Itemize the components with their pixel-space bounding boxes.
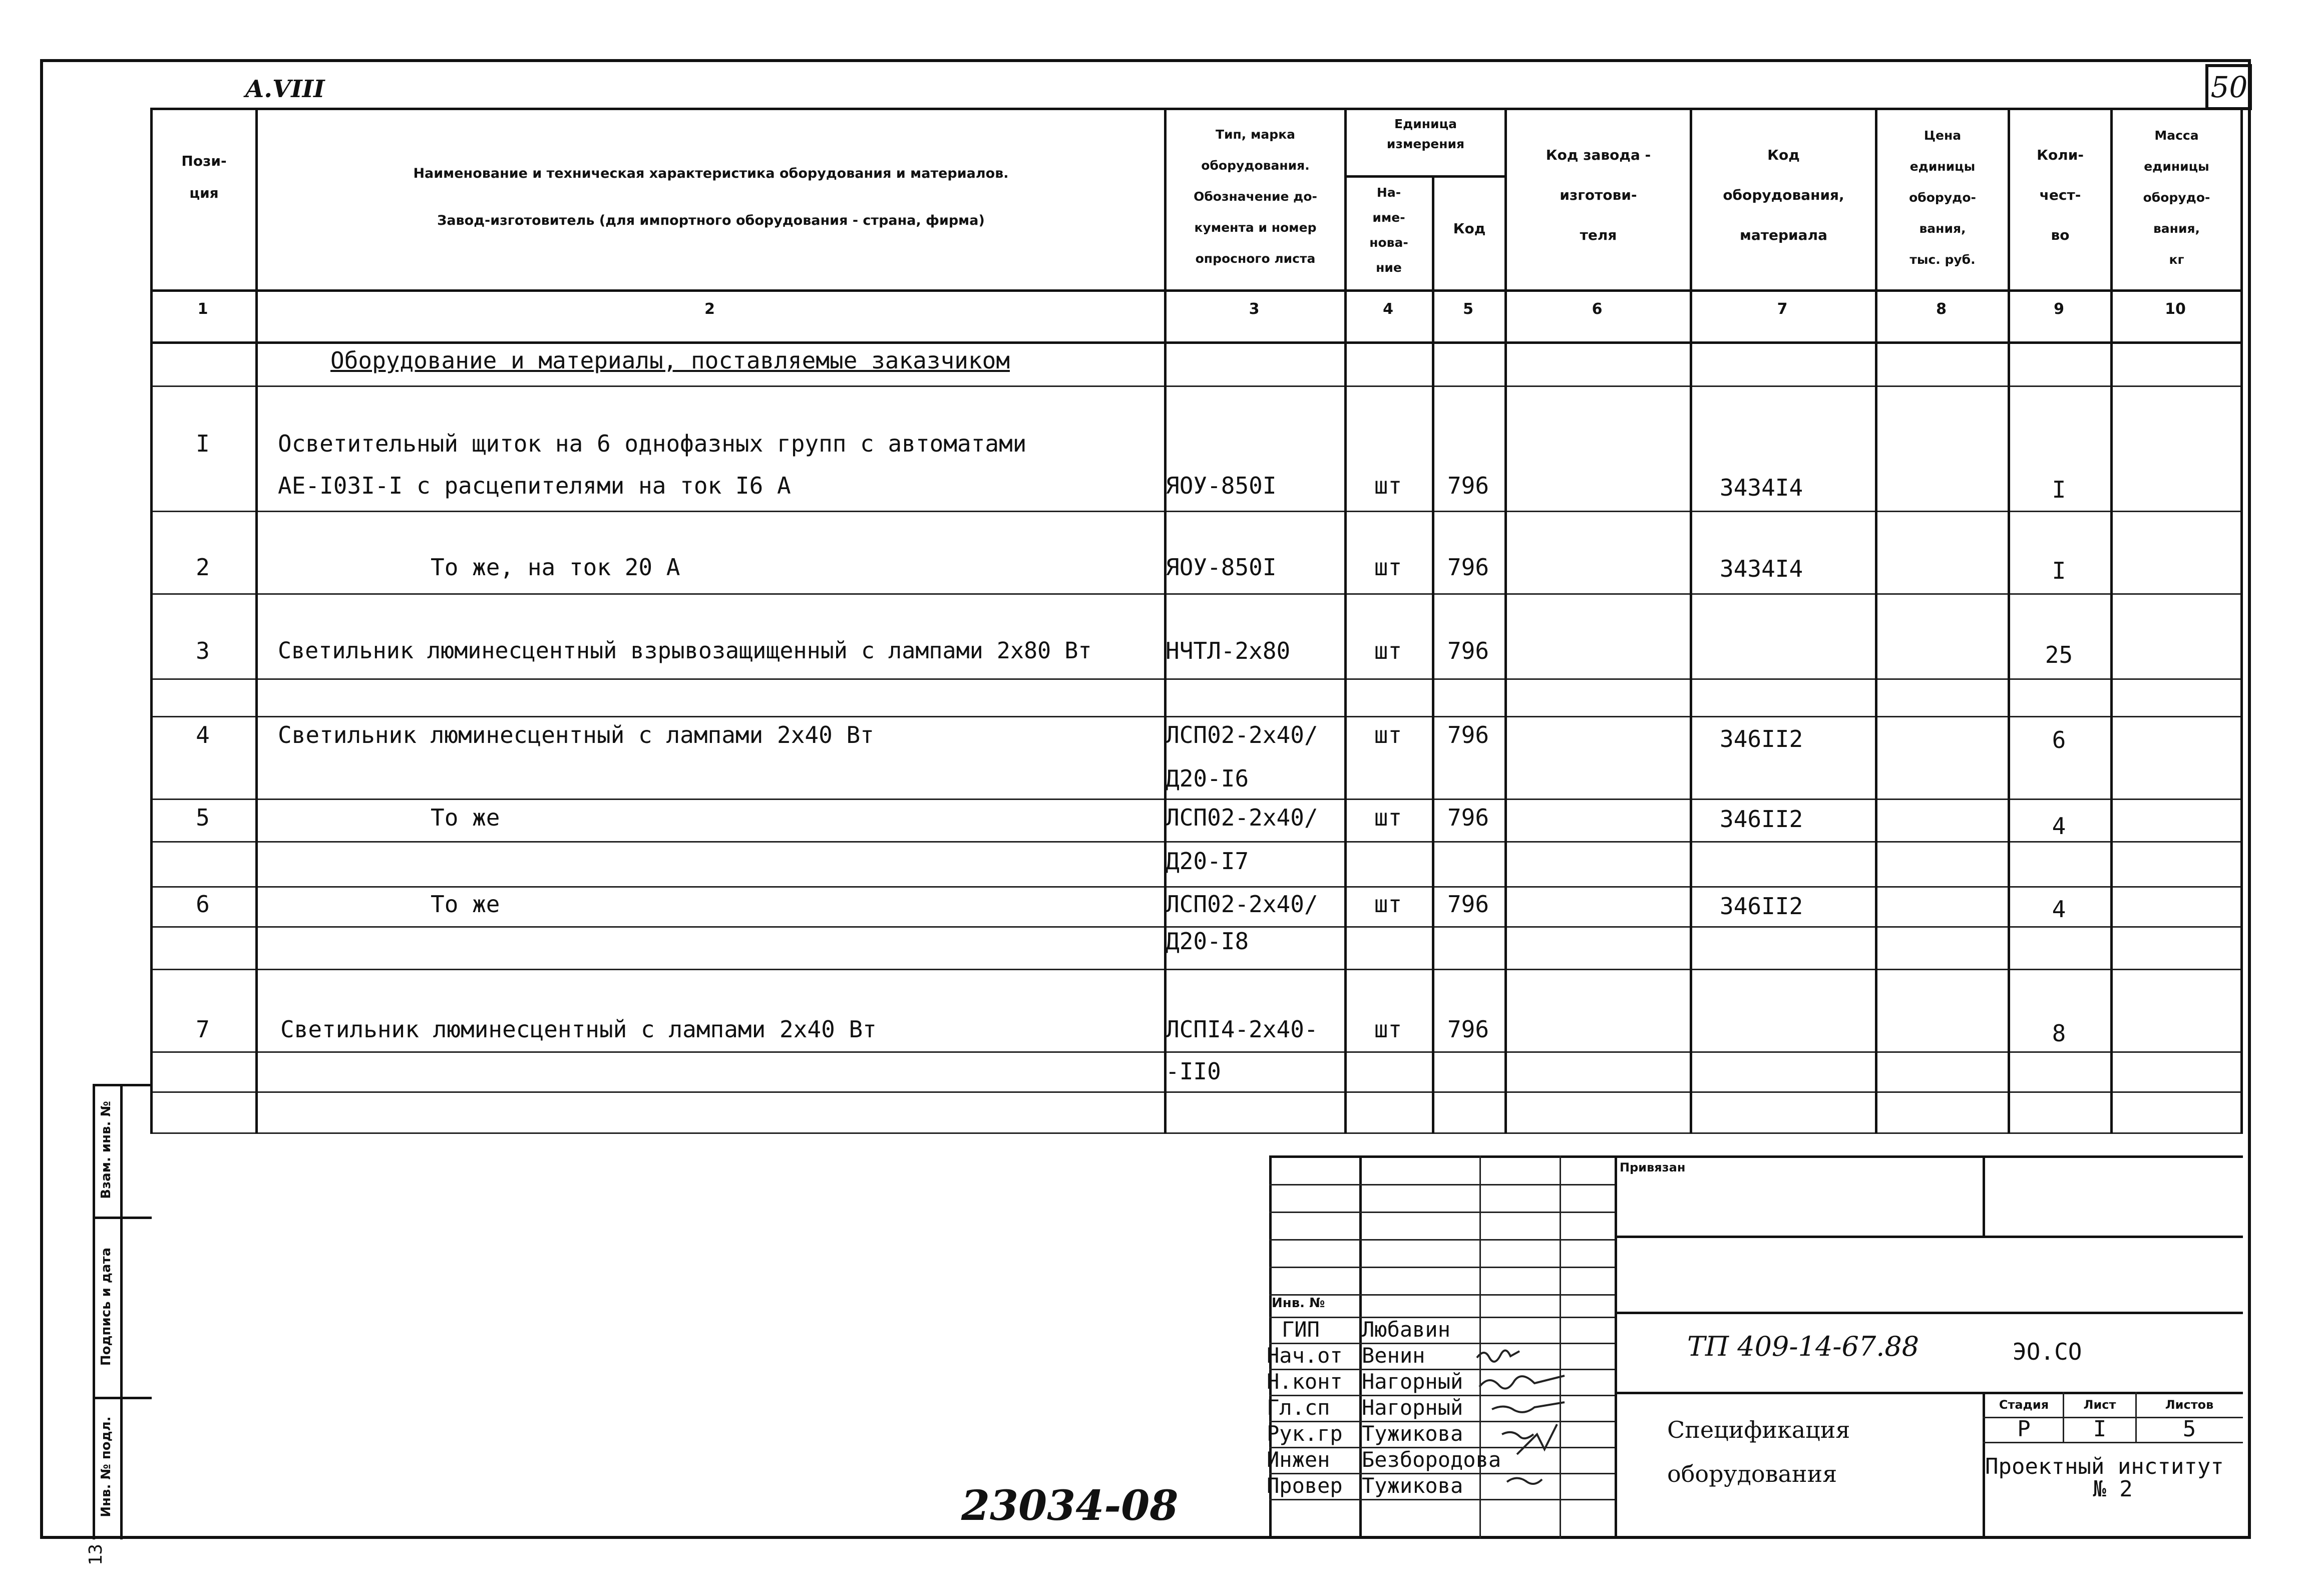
tb-doc-title-line-2: оборудования — [1667, 1460, 1837, 1487]
row-5-name: То же — [431, 804, 500, 831]
stamp-vzam: Взам. инв. № — [99, 1101, 114, 1199]
row-7-pos: 7 — [196, 1016, 210, 1043]
table-top-line — [150, 108, 2243, 110]
tb-name: Безбородова — [1362, 1447, 1501, 1472]
tb-stage: Р — [2017, 1416, 2031, 1442]
row-5-unit: шт — [1374, 804, 1402, 831]
row-5-code: 346II2 — [1720, 806, 1803, 833]
tb-doc-code: ЭО.СО — [2013, 1338, 2082, 1365]
row-line — [150, 678, 2243, 680]
row-1-code: 3434I4 — [1720, 474, 1803, 501]
archive-number: 23034-08 — [961, 1482, 1179, 1530]
col-line — [1504, 108, 1507, 1134]
row-6-qty: 4 — [2052, 896, 2066, 923]
stamp-line — [93, 1217, 152, 1219]
col-number: 1 — [197, 300, 208, 318]
stamp-line — [93, 1084, 152, 1086]
tb-privyazan: Привязан — [1620, 1160, 1686, 1174]
row-6-code: 346II2 — [1720, 893, 1803, 920]
row-2-unit-code: 796 — [1447, 554, 1489, 581]
col-line — [1690, 108, 1692, 1134]
tb-name: Тужикова — [1362, 1473, 1463, 1498]
corner-code: A.VIII — [245, 75, 325, 103]
col-number: 6 — [1592, 300, 1603, 318]
header-price: Цена единицы оборудо- вания, тыс. руб. — [1909, 128, 1976, 267]
tb-role: Гл.сп — [1267, 1395, 1330, 1420]
row-4-qty: 6 — [2052, 726, 2066, 753]
tb-name: Тужикова — [1362, 1421, 1463, 1446]
tb-row-line — [1269, 1184, 1615, 1185]
header-unit-group: Единица измерения — [1386, 117, 1465, 151]
col-line — [2008, 108, 2010, 1134]
col-number: 8 — [1936, 300, 1947, 318]
tb-role: ГИП — [1282, 1317, 1320, 1342]
tb-role: Н.конт — [1267, 1369, 1343, 1394]
tb-organization-line-2: № 2 — [2093, 1476, 2133, 1502]
col-number: 7 — [1777, 300, 1788, 318]
tb-role: Инжен — [1267, 1447, 1330, 1472]
col-number: 9 — [2054, 300, 2064, 318]
tb-sheet-label: Лист — [2083, 1398, 2116, 1412]
row-2-unit: шт — [1374, 554, 1402, 581]
row-4-type-line-2: Д20-I6 — [1166, 765, 1249, 792]
tb-sheets: 5 — [2182, 1416, 2196, 1442]
col-line — [2240, 108, 2243, 1134]
row-6-type-line-2: Д20-I8 — [1166, 928, 1249, 955]
row-line — [150, 716, 2243, 717]
tb-stage-label: Стадия — [1999, 1398, 2049, 1412]
header-code: Код оборудования, материала — [1723, 147, 1844, 243]
tb-inv-label: Инв. № — [1272, 1296, 1325, 1311]
col-number: 4 — [1383, 300, 1393, 318]
row-2-name: То же, на ток 20 А — [431, 554, 680, 581]
row-line — [150, 1051, 2243, 1053]
tb-role: Рук.гр — [1267, 1421, 1343, 1446]
signatures — [1472, 1332, 1622, 1502]
row-line — [150, 841, 2243, 843]
header-name: Наименование и техническая характеристика оборудования и материалов. Завод-изготовитель (для импортного оборудования - страна, фирма) — [413, 166, 1009, 228]
unit-group-line — [1344, 175, 1504, 178]
row-5-pos: 5 — [196, 804, 210, 831]
row-2-code: 3434I4 — [1720, 555, 1803, 582]
row-4-type-line-1: ЛСП02-2х40/ — [1166, 721, 1318, 748]
row-5-unit-code: 796 — [1447, 804, 1489, 831]
tb-top-line — [1269, 1155, 2243, 1158]
tb-role: Провер — [1267, 1473, 1343, 1498]
row-line — [150, 1091, 2243, 1093]
stamp-bottom-mark: 13 — [86, 1543, 107, 1566]
row-1-qty: I — [2052, 476, 2066, 503]
col-line — [150, 108, 153, 1134]
row-1-unit-code: 796 — [1447, 472, 1489, 499]
stamp-podpis: Подпись и дата — [99, 1247, 114, 1366]
row-7-type-line-2: -II0 — [1166, 1058, 1221, 1085]
col-number: 3 — [1249, 300, 1260, 318]
row-1-pos: I — [196, 430, 210, 457]
header-plant: Код завода - изготови- теля — [1546, 147, 1651, 243]
tb-organization-line-1: Проектный институт — [1985, 1454, 2224, 1479]
header-type: Тип, марка оборудования. Обозначение до- кумента и номер опросного листа — [1194, 127, 1317, 266]
sheet-number: 50 — [2210, 70, 2248, 104]
row-6-unit: шт — [1374, 891, 1402, 918]
row-3-unit-code: 796 — [1447, 637, 1489, 664]
col-number: 2 — [704, 300, 715, 318]
tb-row-line — [1269, 1267, 1615, 1268]
row-1-type: ЯОУ-850I — [1166, 472, 1277, 499]
stamp-line — [93, 1397, 152, 1399]
row-line — [150, 969, 2243, 970]
tb-row-line — [1269, 1239, 1615, 1241]
tb-role: Нач.от — [1267, 1343, 1343, 1368]
row-1-name-line-1: Осветительный щиток на 6 однофазных групп с автоматами — [278, 430, 1027, 457]
col-number: 10 — [2165, 300, 2186, 318]
row-4-name: Светильник люминесцентный с лампами 2х40 Вт — [278, 721, 874, 748]
tb-name: Нагорный — [1362, 1369, 1463, 1394]
tb-line — [1983, 1442, 2243, 1443]
tb-name: Венин — [1362, 1343, 1425, 1368]
row-7-type-line-1: ЛСПI4-2х40- — [1166, 1016, 1318, 1043]
row-6-pos: 6 — [196, 891, 210, 918]
row-2-type: ЯОУ-850I — [1166, 554, 1277, 581]
numbers-bottom-line — [150, 341, 2243, 344]
row-4-unit-code: 796 — [1447, 721, 1489, 748]
row-line — [150, 593, 2243, 595]
row-1-name-line-2: АЕ-I03I-I с расцепителями на ток I6 А — [278, 472, 791, 499]
tb-row-line — [1269, 1212, 1615, 1213]
tb-name: Любавин — [1362, 1317, 1451, 1342]
table-bottom-line — [150, 1132, 2243, 1134]
tb-line — [1615, 1392, 2243, 1394]
tb-line — [1615, 1236, 2243, 1238]
row-6-type-line-1: ЛСП02-2х40/ — [1166, 891, 1318, 918]
row-3-type: НЧТЛ-2х80 — [1166, 637, 1291, 664]
row-4-pos: 4 — [196, 721, 210, 748]
header-unit-code: Код — [1453, 220, 1486, 237]
header-unit-name: На- име- нова- ние — [1369, 185, 1408, 275]
row-5-type-line-2: Д20-I7 — [1166, 848, 1249, 875]
row-line — [150, 886, 2243, 888]
row-7-qty: 8 — [2052, 1020, 2066, 1047]
row-line — [150, 385, 2243, 387]
row-7-name: Светильник люминесцентный с лампами 2х40 Вт — [280, 1016, 877, 1043]
stamp-line — [93, 1084, 95, 1539]
row-4-code: 346II2 — [1720, 725, 1803, 752]
row-2-pos: 2 — [196, 554, 210, 581]
row-7-unit: шт — [1374, 1016, 1402, 1043]
tb-line — [1983, 1155, 1985, 1236]
header-qty: Коли- чест- во — [2037, 147, 2084, 243]
row-3-unit: шт — [1374, 637, 1402, 664]
tb-sheets-label: Листов — [2165, 1398, 2214, 1412]
row-1-unit: шт — [1374, 472, 1402, 499]
row-line — [150, 799, 2243, 800]
header-mass: Масса единицы оборудо- вания, кг — [2143, 128, 2210, 267]
stamp-inv: Инв. № подл. — [99, 1416, 114, 1517]
tb-doc-title-line-1: Спецификация — [1667, 1416, 1850, 1443]
section-title: Оборудование и материалы, поставляемые заказчиком — [330, 347, 1010, 374]
col-number: 5 — [1463, 300, 1473, 318]
row-line — [150, 511, 2243, 512]
row-5-type-line-1: ЛСП02-2х40/ — [1166, 804, 1318, 831]
tb-sheet: I — [2093, 1416, 2107, 1442]
row-6-unit-code: 796 — [1447, 891, 1489, 918]
row-2-qty: I — [2052, 557, 2066, 584]
tb-line — [1615, 1312, 2243, 1314]
row-3-name: Светильник люминесцентный взрывозащищенный с лампами 2х80 Вт — [278, 637, 1092, 664]
stamp-line — [120, 1084, 123, 1539]
row-7-unit-code: 796 — [1447, 1016, 1489, 1043]
row-4-unit: шт — [1374, 721, 1402, 748]
row-6-name: То же — [431, 891, 500, 918]
row-5-qty: 4 — [2052, 813, 2066, 840]
header-bottom-line — [150, 289, 2243, 292]
row-3-pos: 3 — [196, 637, 210, 664]
tb-project-code: ТП 409-14-67.88 — [1687, 1331, 1919, 1362]
header-pos: Пози- ция — [181, 153, 227, 201]
col-line — [255, 108, 258, 1134]
tb-name: Нагорный — [1362, 1395, 1463, 1420]
row-3-qty: 25 — [2045, 641, 2073, 668]
